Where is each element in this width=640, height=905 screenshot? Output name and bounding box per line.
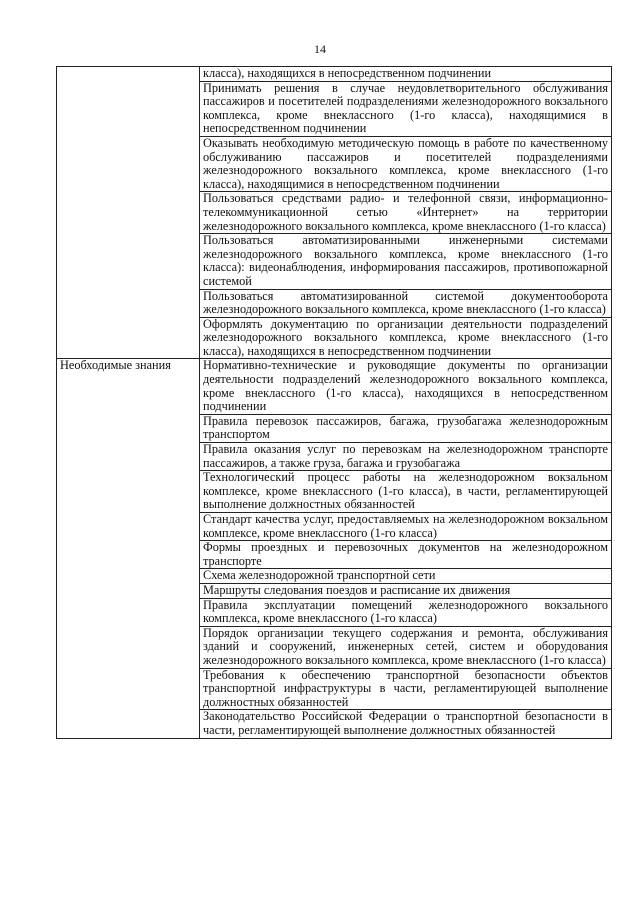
requirement-item: Маршруты следования поездов и расписание их движения <box>200 583 612 598</box>
requirement-item: Стандарт качества услуг, предоставляемых на железнодорожном вокзальном комплексе, кроме внеклассного (1-го класса) <box>200 513 612 541</box>
requirement-item: Принимать решения в случае неудовлетворительного обслуживания пассажиров и посетителей подразделениями железнодорожного вокзального комплекса, кроме внеклассного (1-го класса), находящимися в непосредственном подчинении <box>200 81 612 136</box>
requirement-item: Пользоваться средствами радио- и телефонной связи, информационно-телекоммуникационной сетью «Интернет» на территории железнодорожного вокзального комплекса, кроме внеклассного (1-го класса) <box>200 192 612 234</box>
requirement-item: Технологический процесс работы на железнодорожном вокзальном комплексе, кроме внеклассного (1-го класса), в части, регламентирующей выполнение должностных обязанностей <box>200 471 612 513</box>
requirement-item: Законодательство Российской Федерации о транспортной безопасности в части, регламентирующей выполнение должностных обязанностей <box>200 710 612 738</box>
requirement-item: Оказывать необходимую методическую помощь в работе по качественному обслуживанию пассажиров и посетителей подразделениями железнодорожного вокзального комплекса, кроме внеклассного (1-го класса), находящимися в непосредственном подчинении <box>200 136 612 191</box>
section-label <box>57 67 200 359</box>
section-label: Необходимые знания <box>57 359 200 738</box>
requirement-item: Правила перевозок пассажиров, багажа, грузобагажа железнодорожным транспортом <box>200 414 612 442</box>
requirement-item: класса), находящихся в непосредственном подчинении <box>200 67 612 82</box>
requirement-item: Нормативно-технические и руководящие документы по организации деятельности подразделений железнодорожного вокзального комплекса, кроме внеклассного (1-го класса), находящихся в непосредственном подчинении <box>200 359 612 414</box>
requirement-item: Порядок организации текущего содержания и ремонта, обслуживания зданий и сооружений, инженерных сетей, систем и оборудования железнодорожного вокзального комплекса, кроме внеклассного (1-го класса) <box>200 626 612 668</box>
table-row <box>57 359 612 414</box>
requirement-item: Оформлять документацию по организации деятельности подразделений железнодорожного вокзального комплекса, кроме внеклассного (1-го класса), находящихся в непосредственном подчинении <box>200 317 612 359</box>
requirement-item: Пользоваться автоматизированной системой документооборота железнодорожного вокзального комплекса, кроме внеклассного (1-го класса) <box>200 289 612 317</box>
table-row <box>57 67 612 82</box>
requirement-item: Пользоваться автоматизированными инженерными системами железнодорожного вокзального комплекса, кроме внеклассного (1-го класса): видеонаблюдения, информирования пассажиров, противопожарной системой <box>200 234 612 289</box>
requirement-item: Требования к обеспечению транспортной безопасности объектов транспортной инфраструктуры в части, регламентирующей выполнение должностных обязанностей <box>200 668 612 710</box>
page-number: 14 <box>314 42 326 56</box>
requirement-item: Правила эксплуатации помещений железнодорожного вокзального комплекса, кроме внеклассного (1-го класса) <box>200 598 612 626</box>
requirement-item: Схема железнодорожной транспортной сети <box>200 569 612 584</box>
requirements-table <box>56 66 612 739</box>
requirement-item: Формы проездных и перевозочных документов на железнодорожном транспорте <box>200 541 612 569</box>
table-body <box>57 67 612 739</box>
requirement-item: Правила оказания услуг по перевозкам на железнодорожном транспорте пассажиров, а также груза, багажа и грузобагажа <box>200 443 612 471</box>
